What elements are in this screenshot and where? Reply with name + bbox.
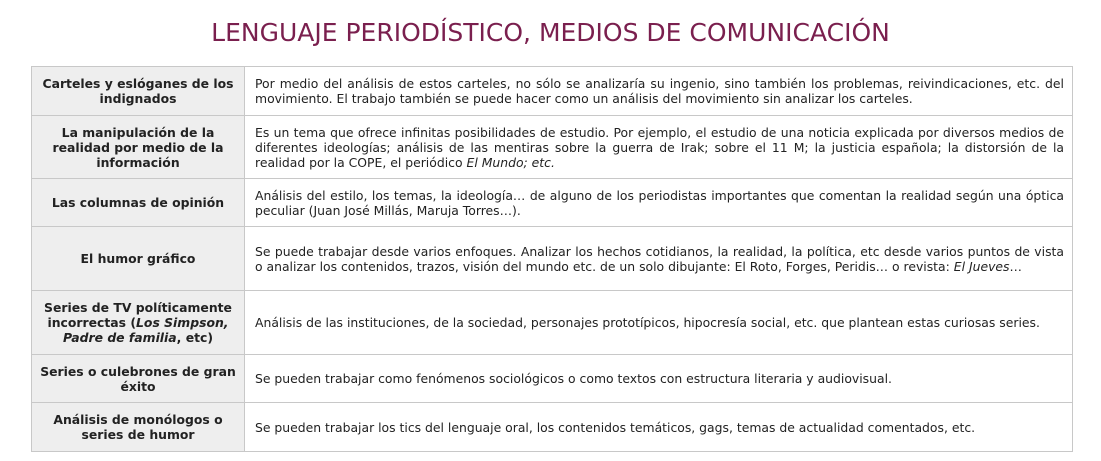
topic-cell: Carteles y eslóganes de los indignados (32, 67, 245, 116)
topic-cell: Análisis de monólogos o series de humor (32, 403, 245, 452)
page-title: LENGUAJE PERIODÍSTICO, MEDIOS DE COMUNICACIÓN (211, 18, 890, 47)
topic-italic-text: Los Simpson, Padre de familia (62, 315, 229, 345)
description-italic-text: El Mundo; etc. (466, 154, 555, 170)
topic-text: Series de TV políticamente incorrectas ( (44, 300, 232, 330)
table-row (32, 227, 1073, 291)
table-row (32, 291, 1073, 355)
topics-table (31, 66, 1073, 452)
topic-cell: La manipulación de la realidad por medio de la información (32, 116, 245, 179)
table-row (32, 355, 1073, 403)
description-text: … (1009, 258, 1022, 274)
table-row (32, 116, 1073, 179)
table-row (32, 67, 1073, 116)
topic-cell: El humor gráfico (32, 227, 245, 291)
table-row (32, 179, 1073, 227)
description-cell: Análisis de las instituciones, de la sociedad, personajes prototípicos, hipocresía social, etc. que plantean estas curiosas series. (245, 291, 1073, 355)
description-cell (245, 116, 1073, 179)
description-cell: Análisis del estilo, los temas, la ideología… de alguno de los periodistas importantes que comentan la realidad según una óptica peculiar (Juan José Millás, Maruja Torres…). (245, 179, 1073, 227)
description-cell: Se pueden trabajar los tics del lenguaje oral, los contenidos temáticos, gags, temas de actualidad comentados, etc. (245, 403, 1073, 452)
description-text: Es un tema que ofrece infinitas posibilidades de estudio. Por ejemplo, el estudio de una noticia explicada por diversos medios de diferentes ideologías; análisis de las mentiras sobre la guerra de Irak; sobre el 11 M; la justicia española; la distorsión de la realidad por la COPE, el periódico (255, 124, 1064, 170)
description-cell: Se pueden trabajar como fenómenos sociológicos o como textos con estructura literaria y audiovisual. (245, 355, 1073, 403)
table-row (32, 403, 1073, 452)
topic-text: , etc) (176, 330, 214, 345)
description-cell (245, 227, 1073, 291)
description-text: Se puede trabajar desde varios enfoques. Analizar los hechos cotidianos, la realidad, la política, etc desde varios puntos de vista o analizar los contenidos, trazos, visión del mundo etc. de un solo dibujante: El Roto, Forges, Peridis… o revista: (255, 243, 1064, 274)
topic-cell: Series o culebrones de gran éxito (32, 355, 245, 403)
description-italic-text: El Jueves (953, 258, 1010, 274)
topic-cell: Las columnas de opinión (32, 179, 245, 227)
description-cell: Por medio del análisis de estos carteles, no sólo se analizaría su ingenio, sino también los problemas, reivindicaciones, etc. del movimiento. El trabajo también se puede hacer como un análisis del movimiento sin analizar los carteles. (245, 67, 1073, 116)
topic-cell (32, 291, 245, 355)
